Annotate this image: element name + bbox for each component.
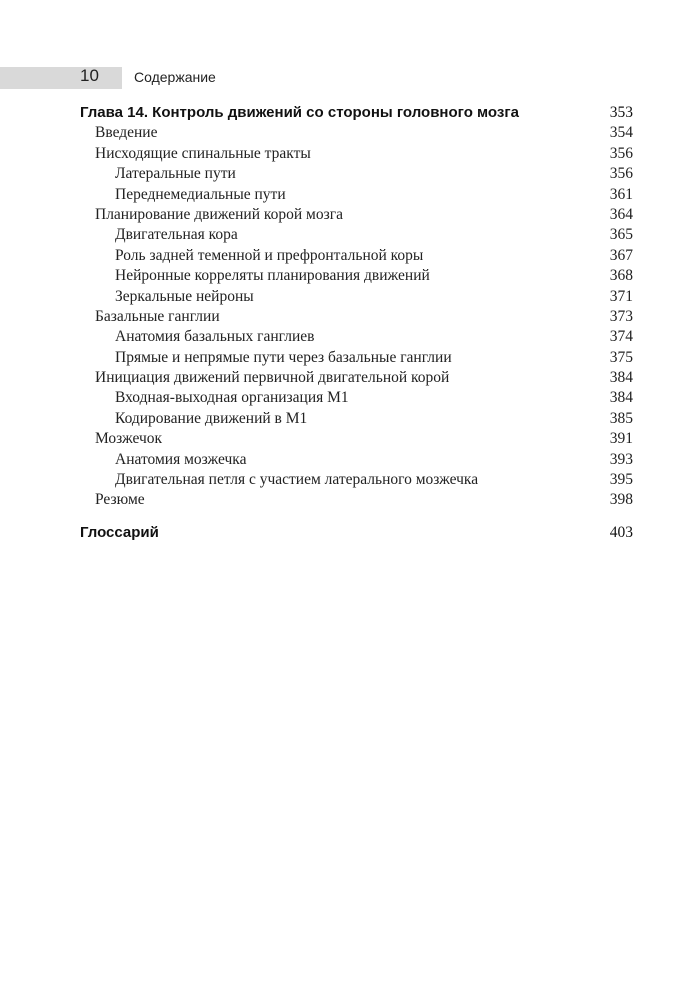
- toc-entry[interactable]: [80, 225, 633, 245]
- toc-entry-page: 384: [609, 369, 633, 387]
- toc-entry[interactable]: [80, 287, 633, 307]
- toc-entry-title: Двигательная кора: [115, 226, 238, 244]
- toc-entry-title: Роль задней теменной и префронтальной коры: [115, 246, 424, 264]
- toc-entry-title: Нисходящие спинальные тракты: [95, 144, 311, 162]
- toc-entry-title: Двигательная петля с участием латерального мозжечка: [115, 471, 479, 489]
- toc-entry-title: Входная-выходная организация M1: [115, 389, 349, 407]
- toc-entry-page: 398: [609, 491, 633, 509]
- toc-entry-title: Введение: [95, 124, 158, 142]
- toc-entry[interactable]: [80, 368, 633, 388]
- toc-entry-page: 356: [609, 165, 633, 183]
- toc-entry-page: 393: [609, 450, 633, 468]
- toc-entry-page: 368: [609, 267, 633, 285]
- toc-chapter-page: 353: [609, 104, 633, 121]
- toc-entry[interactable]: [80, 123, 633, 143]
- toc-entry[interactable]: [80, 246, 633, 266]
- page-number: 10: [80, 66, 99, 85]
- toc-glossary-title: Глоссарий: [80, 523, 159, 541]
- toc-entry-title: Планирование движений корой мозга: [95, 205, 343, 223]
- section-gap: [80, 511, 633, 523]
- toc-entry-page: 354: [609, 124, 633, 142]
- toc-entry-title: Кодирование движений в M1: [115, 409, 308, 427]
- toc-entry[interactable]: [80, 348, 633, 368]
- toc-entry-page: 371: [609, 287, 633, 305]
- toc-entry-title: Зеркальные нейроны: [115, 287, 254, 305]
- toc-entry-title: Резюме: [95, 491, 145, 509]
- toc-entry-page: 391: [609, 430, 633, 448]
- toc-entry-page: 367: [609, 246, 633, 264]
- toc-entry[interactable]: [80, 470, 633, 490]
- toc-entry-title: Базальные ганглии: [95, 307, 220, 325]
- toc-entry-page: 384: [609, 389, 633, 407]
- toc-entry[interactable]: [80, 490, 633, 510]
- toc-entry-title: Инициация движений первичной двигательной корой: [95, 369, 450, 387]
- toc-entry-title: Анатомия базальных ганглиев: [115, 328, 315, 346]
- toc-entry[interactable]: [80, 307, 633, 327]
- toc-entry-title: Латеральные пути: [115, 165, 236, 183]
- header-bar: [0, 67, 122, 89]
- toc-entry-page: 375: [609, 348, 633, 366]
- toc-entry-title: Нейронные корреляты планирования движений: [115, 267, 430, 285]
- toc-entry[interactable]: [80, 144, 633, 164]
- toc-entry-page: 364: [609, 205, 633, 223]
- toc-entry[interactable]: [80, 450, 633, 470]
- toc-entry-page: 356: [609, 144, 633, 162]
- toc-glossary[interactable]: [80, 523, 633, 543]
- running-title: Содержание: [134, 69, 216, 85]
- toc-entry-title: Мозжечок: [95, 430, 163, 448]
- toc-entry[interactable]: [80, 429, 633, 449]
- toc-entry-page: 365: [609, 226, 633, 244]
- toc-entry[interactable]: [80, 185, 633, 205]
- toc-chapter-title: Глава 14. Контроль движений со стороны головного мозга: [80, 104, 519, 121]
- table-of-contents: [80, 103, 633, 543]
- toc-entry-page: 374: [609, 328, 633, 346]
- toc-entry[interactable]: [80, 409, 633, 429]
- toc-entry-page: 385: [609, 409, 633, 427]
- toc-entry[interactable]: [80, 205, 633, 225]
- toc-entry-page: 361: [609, 185, 633, 203]
- toc-entry-page: 373: [609, 307, 633, 325]
- toc-entry-title: Анатомия мозжечка: [115, 450, 247, 468]
- toc-entry[interactable]: [80, 164, 633, 184]
- toc-entry[interactable]: [80, 266, 633, 286]
- toc-entry[interactable]: [80, 388, 633, 408]
- toc-glossary-page: 403: [609, 523, 633, 541]
- toc-entry[interactable]: [80, 327, 633, 347]
- toc-entry-title: Прямые и непрямые пути через базальные ганглии: [115, 348, 452, 366]
- toc-chapter[interactable]: [80, 103, 633, 123]
- toc-entry-title: Переднемедиальные пути: [115, 185, 286, 203]
- toc-entry-page: 395: [609, 471, 633, 489]
